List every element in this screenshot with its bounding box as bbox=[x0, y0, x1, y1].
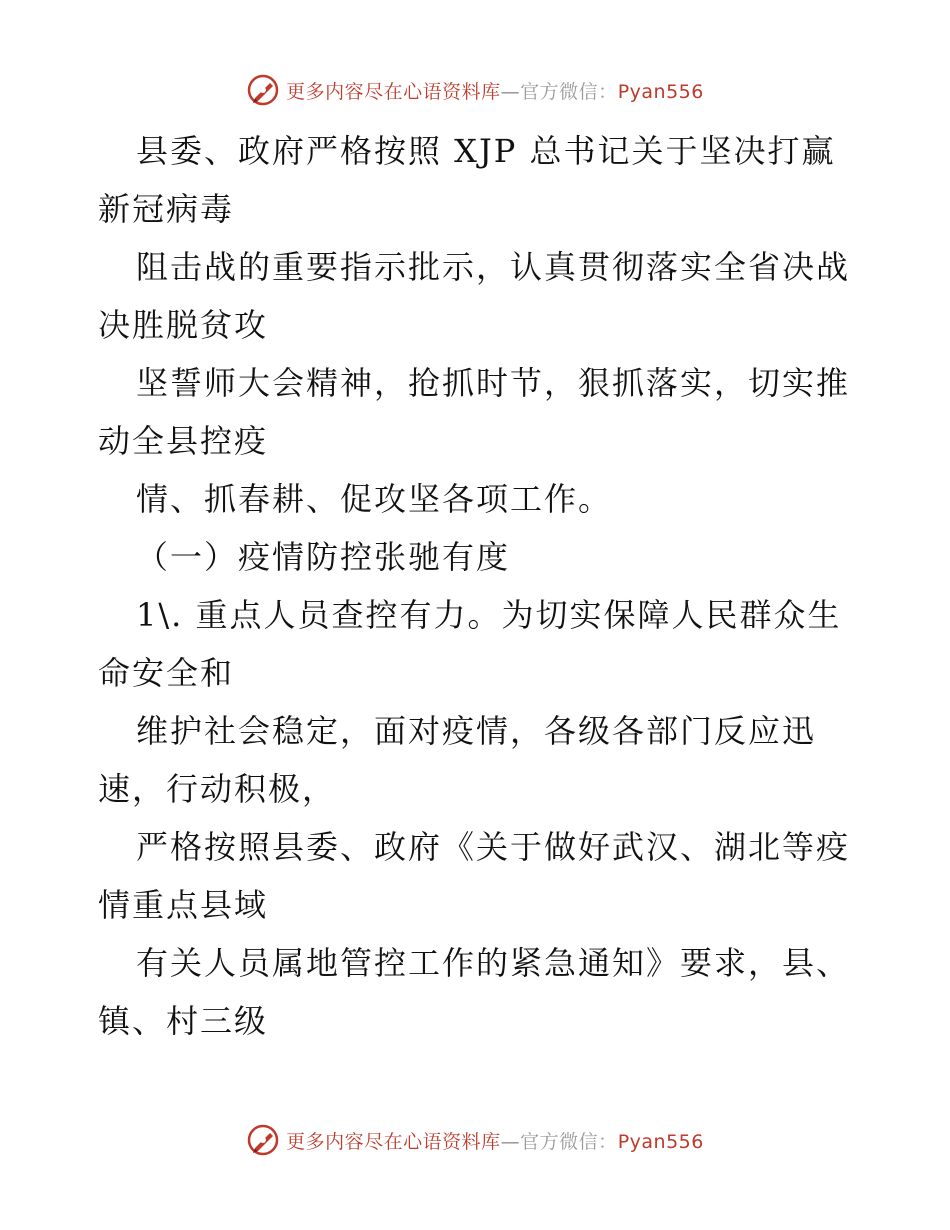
watermark-separator: — bbox=[500, 80, 521, 103]
watermark-text bbox=[286, 1127, 704, 1154]
text-line: 速，行动积极， bbox=[98, 770, 337, 808]
watermark-official-label: 官方微信： bbox=[520, 80, 618, 103]
footer-watermark bbox=[0, 1120, 950, 1160]
text-line: 新冠病毒 bbox=[98, 190, 235, 228]
text-line: 决胜脱贫攻 bbox=[98, 306, 269, 344]
text-line: 严格按照县委、政府《关于做好武汉、湖北等疫 bbox=[136, 828, 851, 866]
watermark-brand: 更多内容尽在心语资料库 bbox=[286, 1130, 501, 1153]
watermark-brand: 更多内容尽在心语资料库 bbox=[286, 80, 501, 103]
text-line: 阻击战的重要指示批示，认真贯彻落实全省决战 bbox=[136, 248, 851, 286]
document-body bbox=[98, 122, 858, 1050]
text-line: 县委、政府严格按照 XJP 总书记关于坚决打赢 bbox=[136, 132, 836, 170]
text-line: 情重点县域 bbox=[98, 886, 269, 924]
text-line: 维护社会稳定，面对疫情，各级各部门反应迅 bbox=[136, 712, 817, 750]
header-watermark bbox=[0, 70, 950, 110]
text-line: 情、抓春耕、促攻坚各项工作。 bbox=[136, 480, 613, 518]
pen-circle-logo-icon bbox=[246, 1123, 280, 1157]
text-line: 坚誓师大会精神，抢抓时节，狠抓落实，切实推 bbox=[136, 364, 851, 402]
watermark-wechat-id: Pyan556 bbox=[617, 80, 704, 103]
text-line: 1\. 重点人员查控有力。为切实保障人民群众生 bbox=[136, 596, 842, 634]
text-line: 有关人员属地管控工作的紧急通知》要求，县、 bbox=[136, 944, 851, 982]
text-line: 镇、村三级 bbox=[98, 1002, 269, 1040]
text-line: 命安全和 bbox=[98, 654, 235, 692]
watermark-text bbox=[286, 77, 704, 104]
text-line: 动全县控疫 bbox=[98, 422, 269, 460]
watermark-separator: — bbox=[500, 1130, 521, 1153]
section-heading: （一）疫情防控张驰有度 bbox=[136, 538, 511, 576]
watermark-wechat-id: Pyan556 bbox=[617, 1130, 704, 1153]
watermark-official-label: 官方微信： bbox=[520, 1130, 618, 1153]
pen-circle-logo-icon bbox=[246, 73, 280, 107]
